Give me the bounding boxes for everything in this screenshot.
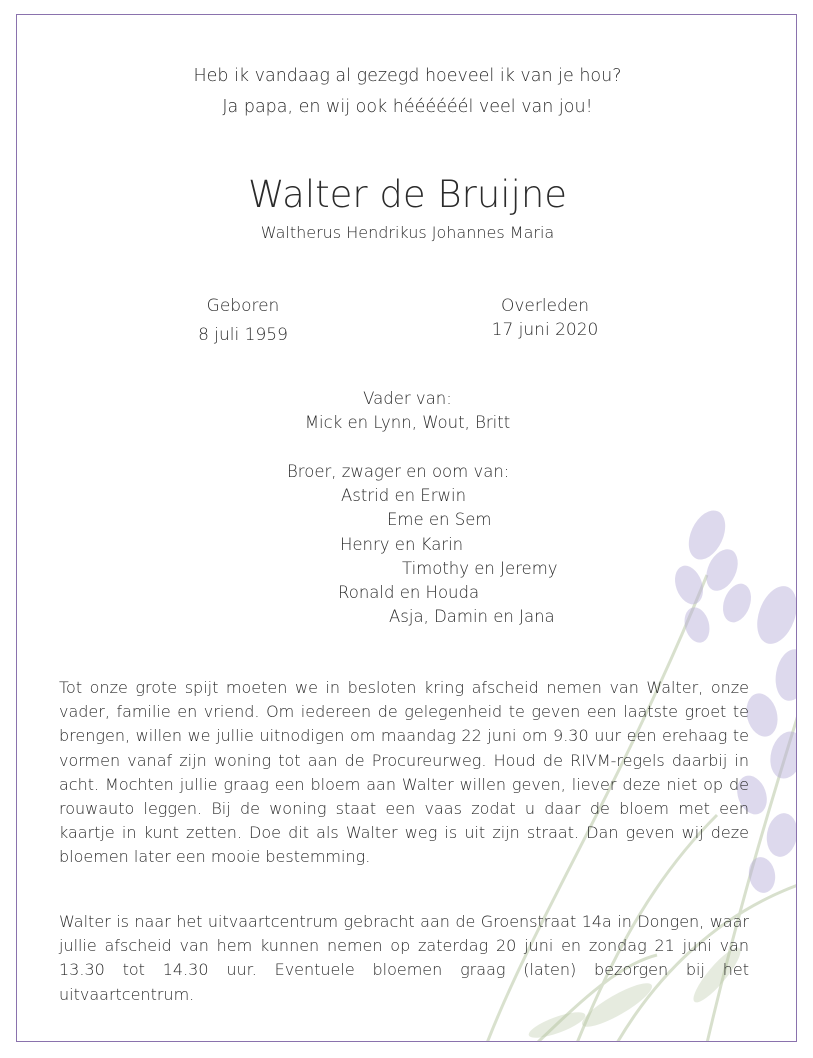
motto-line-2: Ja papa, en wij ook héééééél veel van jou! [222,97,593,117]
memorial-card [16,14,797,1042]
funeral-notice-paragraph: Tot onze grote spijt moeten we in besloten kring afscheid nemen van Walter, onze vader, familie en vriend. Om iedereen de gelegenheid te geven een laatste groet te brengen, willen we jullie uitnodigen om maandag 22 juni om 9.30 uur een erehaag te vormen vanaf zijn woning tot aan de Procureurweg. Houd de RIVM-regels daarbij in acht. Mochten jullie graag een bloem aan Walter willen geven, liever deze niet op de rouwauto leggen. Bij de woning staat een vaas zodat u daar de bloem met een kaartje in kunt zetten. Doe dit als Walter weg is uit zijn straat. Dan geven wij deze bloemen later een mooie bestemming. [59,678,749,867]
deceased-name: Walter de Bruijne [247,173,568,216]
father-of-label: Vader van: [363,389,452,408]
family-children: Eme en Sem [387,510,492,529]
deceased-full-name: Waltherus Hendrikus Johannes Maria [260,223,555,242]
family-children: Timothy en Jeremy [402,559,558,578]
family-couple: Henry en Karin [340,535,464,554]
funeral-home-paragraph: Walter is naar het uitvaartcentrum gebracht aan de Groenstraat 14a in Dongen, waar jullie afscheid van hem kunnen nemen op zaterdag 20 juni en zondag 21 juni van 13.30 tot 14.30 uur. Eventuele bloemen graag (laten) bezorgen bij het uitvaartcentrum. [59,912,749,1004]
family-couple: Ronald en Houda [338,583,480,602]
father-of-names: Mick en Lynn, Wout, Britt [304,413,511,432]
died-date: 17 juni 2020 [491,320,599,340]
family-children: Asja, Damin en Jana [389,607,555,626]
born-label: Geboren [206,296,280,316]
sibling-of-label: Broer, zwager en oom van: [287,462,510,481]
motto-line-1: Heb ik vandaag al gezegd hoeveel ik van je hou? [193,66,622,86]
died-label: Overleden [500,296,590,316]
family-couple: Astrid en Erwin [341,486,467,505]
born-date: 8 juli 1959 [198,325,288,345]
